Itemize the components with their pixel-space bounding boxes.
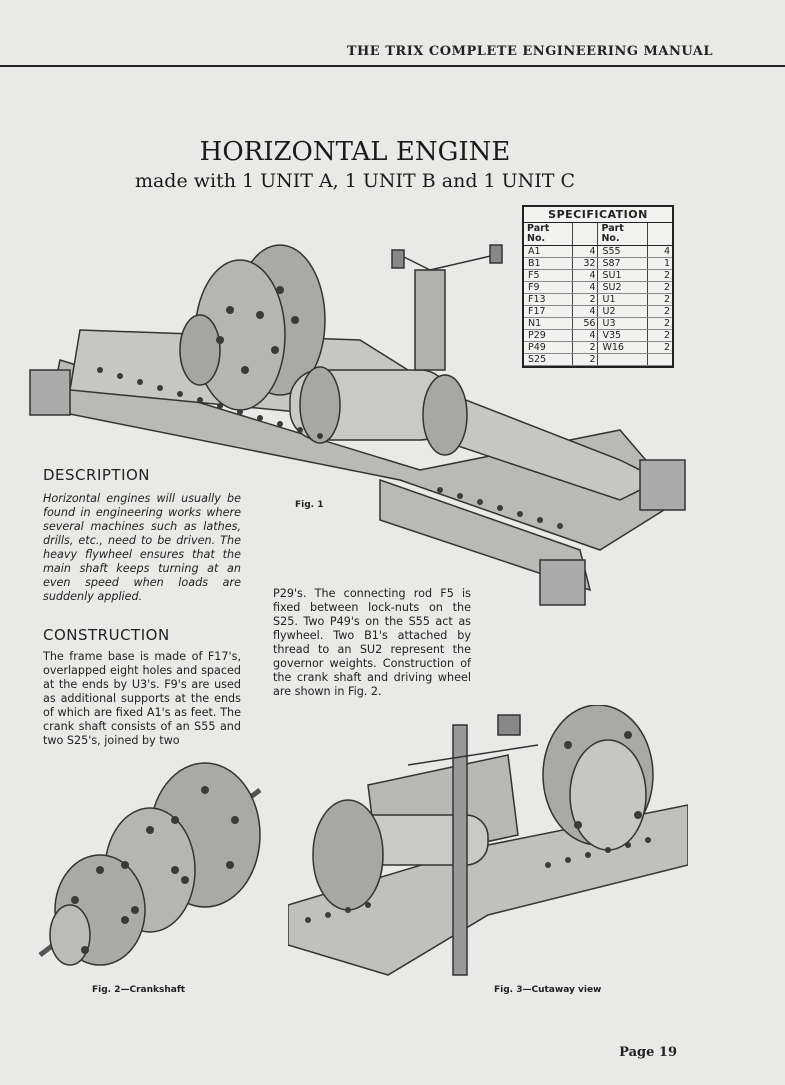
part-qty: 2 [647, 318, 672, 330]
part-qty: 4 [573, 330, 598, 342]
part-qty: 4 [573, 282, 598, 294]
part-no: P49 [524, 342, 573, 354]
table-row [524, 270, 672, 282]
part-no: S25 [524, 354, 573, 366]
part-no: N1 [524, 318, 573, 330]
part-no: F17 [524, 306, 573, 318]
part-no: F13 [524, 294, 573, 306]
fig2-caption: Fig. 2—Crankshaft [92, 985, 186, 995]
part-no: V35 [598, 330, 647, 342]
col-header-part-no: Part No. [524, 223, 573, 246]
part-no: SU2 [598, 282, 647, 294]
part-no: S55 [598, 246, 647, 258]
fig1-caption: Fig. 1 [295, 500, 324, 510]
part-qty: 1 [647, 258, 672, 270]
page-number: Page 19 [619, 1045, 677, 1060]
part-qty: 2 [647, 330, 672, 342]
construction-text-left: The frame base is made of F17's, overlapped eight holes and spaced at the ends by U3's. F9's are used as additional supports at the ends of which are fixed A1's as feet. The crank shaft consists of an S55 and two S25's, joined by two [43, 650, 241, 747]
part-qty: 32 [573, 258, 598, 270]
running-header: THE TRIX COMPLETE ENGINEERING MANUAL [346, 44, 713, 59]
table-row [524, 282, 672, 294]
fig3-cutaway-illustration [288, 705, 688, 980]
part-no: U3 [598, 318, 647, 330]
page-title: HORIZONTAL ENGINE [199, 137, 511, 167]
part-qty [647, 354, 672, 366]
part-qty: 2 [647, 282, 672, 294]
part-qty: 4 [573, 306, 598, 318]
part-qty: 4 [647, 246, 672, 258]
fig3-caption: Fig. 3—Cutaway view [494, 985, 602, 995]
part-qty: 2 [647, 294, 672, 306]
part-qty: 4 [573, 246, 598, 258]
specification-heading: SPECIFICATION [524, 207, 672, 223]
table-row [524, 330, 672, 342]
table-row [524, 294, 672, 306]
table-row [524, 258, 672, 270]
part-qty: 2 [647, 342, 672, 354]
table-row [524, 306, 672, 318]
part-qty: 2 [573, 354, 598, 366]
part-qty: 2 [647, 306, 672, 318]
part-no: F5 [524, 270, 573, 282]
part-no: S87 [598, 258, 647, 270]
table-row [524, 318, 672, 330]
table-row [524, 342, 672, 354]
part-no: F9 [524, 282, 573, 294]
table-row [524, 354, 672, 366]
part-no: SU1 [598, 270, 647, 282]
part-no: U2 [598, 306, 647, 318]
col-header-part-no-2: Part No. [598, 223, 647, 246]
col-header-qty-2 [647, 223, 672, 246]
col-header-qty [573, 223, 598, 246]
part-no: P29 [524, 330, 573, 342]
part-no: W16 [598, 342, 647, 354]
part-qty: 2 [573, 294, 598, 306]
description-heading: DESCRIPTION [43, 466, 151, 484]
fig2-crankshaft-illustration [25, 760, 270, 970]
specification-table [522, 205, 674, 368]
part-qty: 2 [647, 270, 672, 282]
description-text: Horizontal engines will usually be found in engineering works where several machines such as lathes, drills, etc., need to be driven. The heavy flywheel ensures that the main shaft keeps turning at an even speed when loads are suddenly applied. [43, 492, 241, 603]
part-no: A1 [524, 246, 573, 258]
part-no: B1 [524, 258, 573, 270]
part-no: U1 [598, 294, 647, 306]
construction-text-right: P29's. The connecting rod F5 is fixed between lock-nuts on the S25. Two P49's on the S55 act as flywheel. Two B1's attached by thread to an SU2 represent the governor weights. Construction of the crank shaft and driving wheel are shown in Fig. 2. [273, 587, 471, 698]
part-qty: 56 [573, 318, 598, 330]
page-subtitle: made with 1 UNIT A, 1 UNIT B and 1 UNIT C [134, 170, 576, 192]
header-rule [0, 65, 785, 67]
part-qty: 2 [573, 342, 598, 354]
construction-heading: CONSTRUCTION [43, 626, 170, 644]
part-no [598, 354, 647, 366]
parts-table [524, 223, 672, 366]
table-row [524, 246, 672, 258]
part-qty: 4 [573, 270, 598, 282]
